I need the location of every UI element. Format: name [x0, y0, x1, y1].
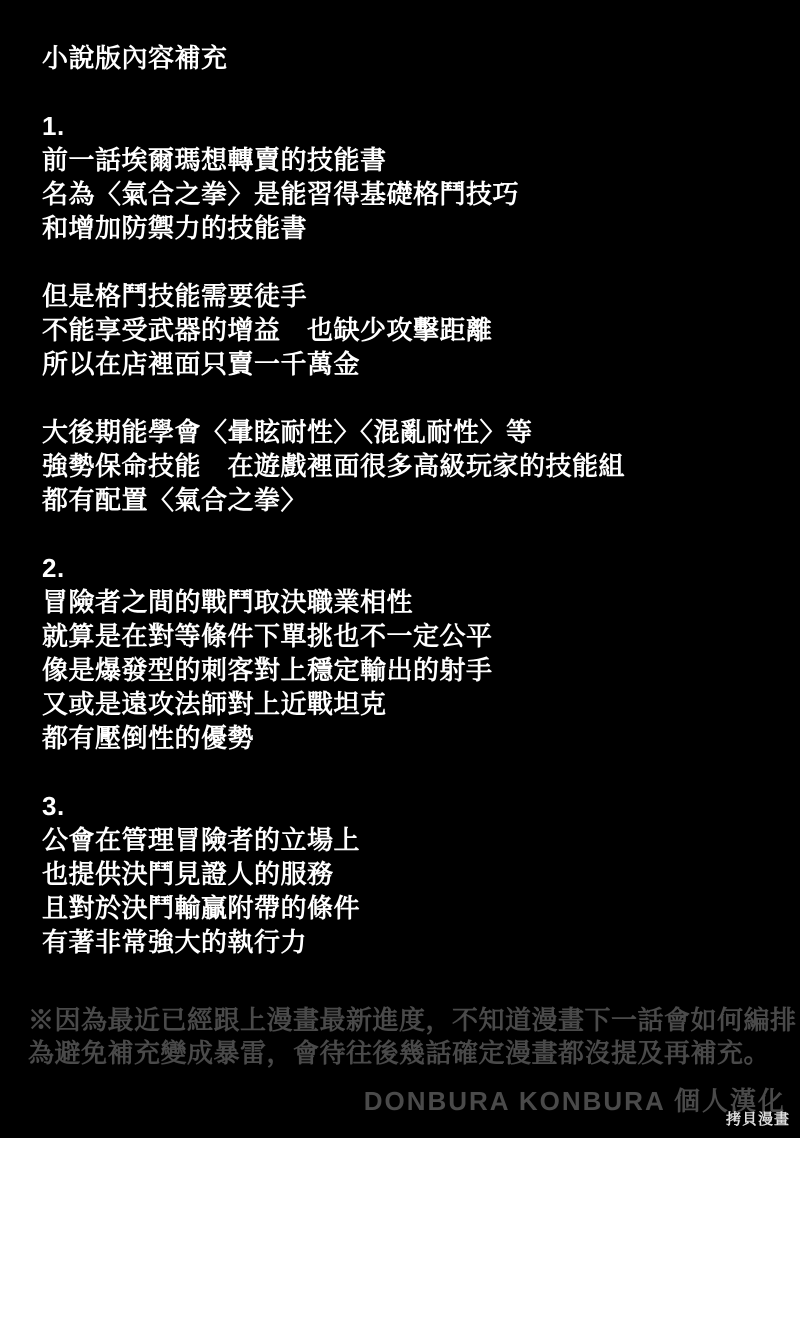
- text-line: 又或是遠攻法師對上近戰坦克: [42, 689, 387, 719]
- text-line: 所以在店裡面只賣一千萬金: [42, 349, 361, 379]
- text-line: 也提供決鬥見證人的服務: [42, 859, 334, 889]
- blank-line: [42, 755, 790, 789]
- text-line: 公會在管理冒險者的立場上: [42, 825, 361, 855]
- text-line: 不能享受武器的增益 也缺少攻擊距離: [42, 315, 493, 345]
- text-line: 前一話埃爾瑪想轉賣的技能書: [42, 145, 387, 175]
- section-number-2: 2.: [42, 553, 65, 583]
- text-line: 但是格鬥技能需要徒手: [42, 281, 308, 311]
- section-number-3: 3.: [42, 791, 65, 821]
- content-lines: [42, 41, 790, 959]
- spoiler-footnote: [28, 1004, 797, 1070]
- blank-line: [42, 245, 790, 279]
- blank-line: [42, 75, 790, 109]
- page-title: 小說版內容補充: [42, 43, 228, 73]
- site-watermark: 拷貝漫畫: [725, 1111, 790, 1128]
- footnote-line: ※因為最近已經跟上漫畫最新進度，不知道漫畫下一話會如何編排: [28, 1005, 797, 1035]
- text-line: 名為〈氣合之拳〉是能習得基礎格鬥技巧: [42, 179, 520, 209]
- text-line: 像是爆發型的刺客對上穩定輸出的射手: [42, 655, 493, 685]
- text-line: 都有配置〈氣合之拳〉: [42, 485, 308, 515]
- text-line: 且對於決鬥輸贏附帶的條件: [42, 893, 361, 923]
- text-line: 有著非常強大的執行力: [42, 927, 308, 957]
- text-line: 冒險者之間的戰鬥取決職業相性: [42, 587, 414, 617]
- footnote-line: 為避免補充變成暴雷，會待往後幾話確定漫畫都沒提及再補充。: [28, 1038, 771, 1068]
- blank-line: [42, 517, 790, 551]
- text-line: 就算是在對等條件下單挑也不一定公平: [42, 621, 493, 651]
- translator-credit: DONBURA KONBURA 個人漢化: [363, 1086, 786, 1116]
- page-gap: [0, 1138, 800, 1338]
- text-line: 都有壓倒性的優勢: [42, 723, 255, 753]
- blank-line: [42, 381, 790, 415]
- text-line: 大後期能學會〈暈眩耐性〉〈混亂耐性〉等: [42, 417, 533, 447]
- text-line: 強勢保命技能 在遊戲裡面很多高級玩家的技能組: [42, 451, 626, 481]
- text-line: 和增加防禦力的技能書: [42, 213, 308, 243]
- section-number-1: 1.: [42, 111, 65, 141]
